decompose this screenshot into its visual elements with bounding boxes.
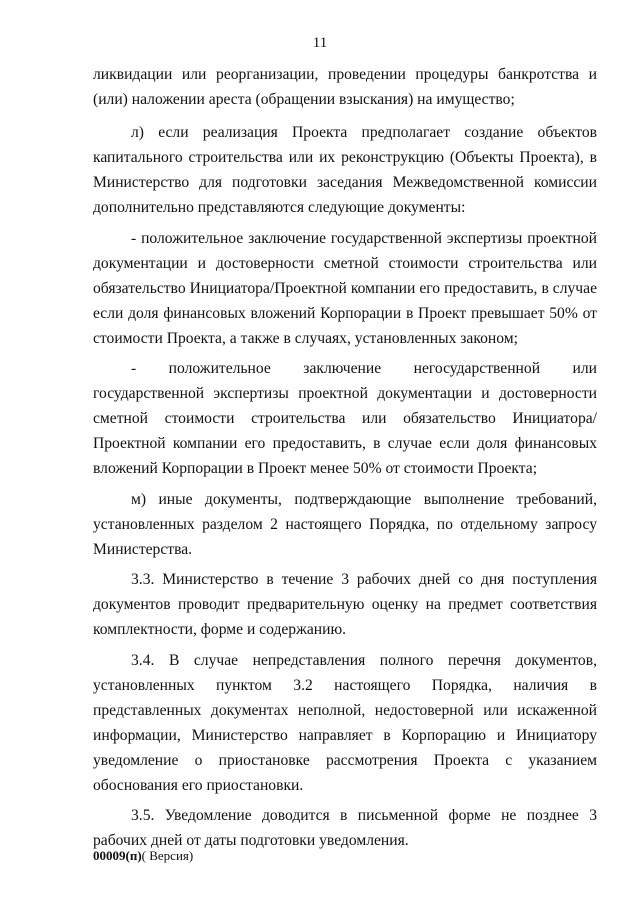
paragraph-state-expertise: - положительное заключение государственной экспертизы проектной документации и достоверности сметной стоимости строительства или обязательство Инициатора/Проектной компании его предоставить, в случае если доля финансовых вложений Корпорации в Проект превышает 50% от стоимости Проекта, а также в случаях, установленных законом; — [93, 229, 597, 347]
paragraph-3-3: 3.3. Министерство в течение 3 рабочих дней со дня поступления документов проводит предварительную оценку на предмет соответствия комплектности, форме и содержанию. — [93, 571, 597, 638]
document-body — [93, 62, 597, 859]
paragraph-non-state-expertise: - положительное заключение негосударственной или государственной экспертизы проектной документации и достоверности сметной стоимости строительства или обязательство Инициатора/Проектной компании его предоставить, в случае если доля финансовых вложений Корпорации в Проект менее 50% от стоимости Проекта; — [93, 360, 597, 477]
document-code: 00009(п) — [93, 848, 142, 863]
paragraph-item-m: м) иные документы, подтверждающие выполнение требований, установленных разделом 2 настоящего Порядка, по отдельному запросу Министерства. — [93, 490, 597, 558]
page-number: 11 — [312, 35, 328, 51]
document-footer — [93, 848, 193, 864]
paragraph-liquidation: ликвидации или реорганизации, проведении процедуры банкротства и (или) наложении ареста (обращении взыскания) на имущество; — [93, 66, 597, 108]
paragraph-3-5: 3.5. Уведомление доводится в письменной форме не позднее 3 рабочих дней от даты подготовки уведомления. — [93, 807, 597, 849]
paragraph-3-4: 3.4. В случае непредставления полного перечня документов, установленных пунктом 3.2 настоящего Порядка, наличия в представленных документах неполной, недостоверной или искаженной информации, Министерство направляет в Корпорацию и Инициатору уведомление о приостановке рассмотрения Проекта с указанием обоснования его приостановки. — [93, 651, 597, 794]
paragraph-item-l: л) если реализация Проекта предполагает создание объектов капитального строительства или их реконструкцию (Объекты Проекта), в Министерство для подготовки заседания Межведомственной комиссии дополнительно представляются следующие документы: — [93, 124, 597, 216]
document-version: ( Версия) — [141, 848, 194, 863]
